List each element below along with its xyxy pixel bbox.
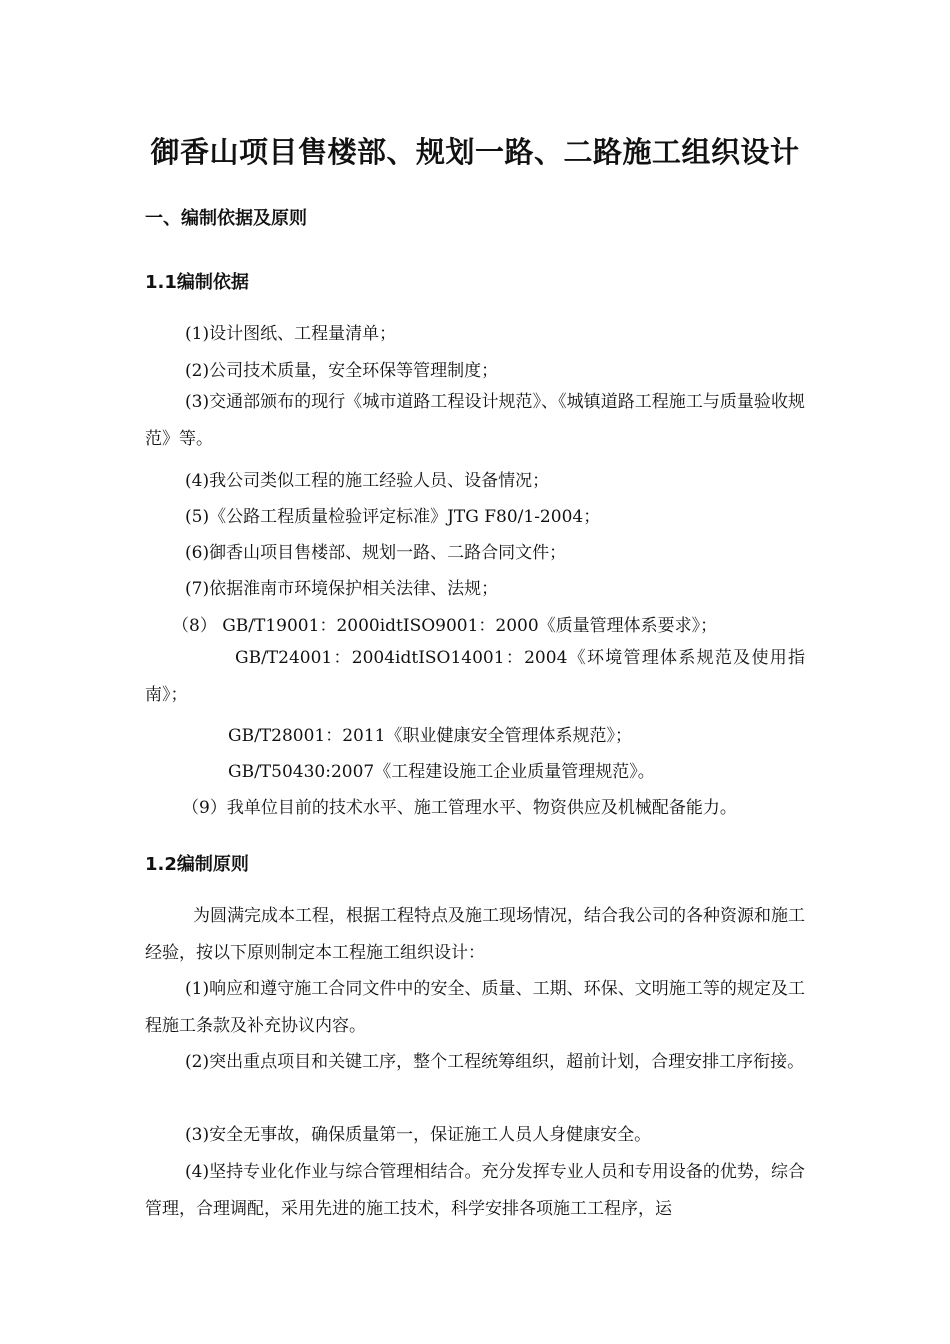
basis-item-2: (2)公司技术质量，安全环保等管理制度；: [185, 361, 499, 381]
subsection-heading-basis: 1.1编制依据: [145, 272, 249, 293]
document-title: 御香山项目售楼部、规划一路、二路施工组织设计: [150, 135, 800, 169]
principle-item-2: (2)突出重点项目和关键工序，整个工程统筹组织，超前计划，合理安排工序衔接。: [185, 1052, 805, 1072]
basis-item-4: (4)我公司类似工程的施工经验人员、设备情况；: [185, 471, 550, 491]
principles-intro: 为圆满完成本工程，根据工程特点及施工现场情况，结合我公司的各种资源和施工经验，按以下原则制定本工程施工组织设计：: [145, 906, 805, 963]
basis-item-3: (3)交通部颁布的现行《城市道路工程设计规范》、《城镇道路工程施工与质量验收规范》等。: [145, 392, 805, 449]
principle-item-3: (3)安全无事故，确保质量第一，保证施工人员人身健康安全。: [185, 1125, 652, 1145]
basis-item-8-standard-2: GB/T24001：2004idtISO14001：2004《环境管理体系规范及使用指南》；: [145, 648, 805, 705]
basis-item-7: (7)依据淮南市环境保护相关法律、法规；: [185, 579, 499, 599]
principle-item-1: (1)响应和遵守施工合同文件中的安全、质量、工期、环保、文明施工等的规定及工程施工条款及补充协议内容。: [145, 979, 805, 1036]
subsection-heading-principles: 1.2编制原则: [145, 854, 249, 875]
section-heading: 一、编制依据及原则: [145, 208, 307, 229]
basis-item-8-standard-3: GB/T28001：2011《职业健康安全管理体系规范》；: [228, 726, 632, 746]
basis-item-6: (6)御香山项目售楼部、规划一路、二路合同文件；: [185, 543, 567, 563]
basis-item-8-standard-4: GB/T50430:2007《工程建设施工企业质量管理规范》。: [228, 762, 655, 782]
basis-item-1: (1)设计图纸、工程量清单；: [185, 324, 397, 344]
principle-item-4: (4)坚持专业化作业与综合管理相结合。充分发挥专业人员和专用设备的优势，综合管理，合理调配，采用先进的施工技术，科学安排各项施工工程序，运: [145, 1162, 805, 1219]
basis-item-5: (5)《公路工程质量检验评定标准》JTG F80/1-2004；: [185, 507, 601, 527]
basis-item-9: （9）我单位目前的技术水平、施工管理水平、物资供应及机械配备能力。: [182, 798, 737, 818]
basis-item-8: （8） GB/T19001：2000idtISO9001：2000《质量管理体系要求》；: [172, 616, 718, 636]
